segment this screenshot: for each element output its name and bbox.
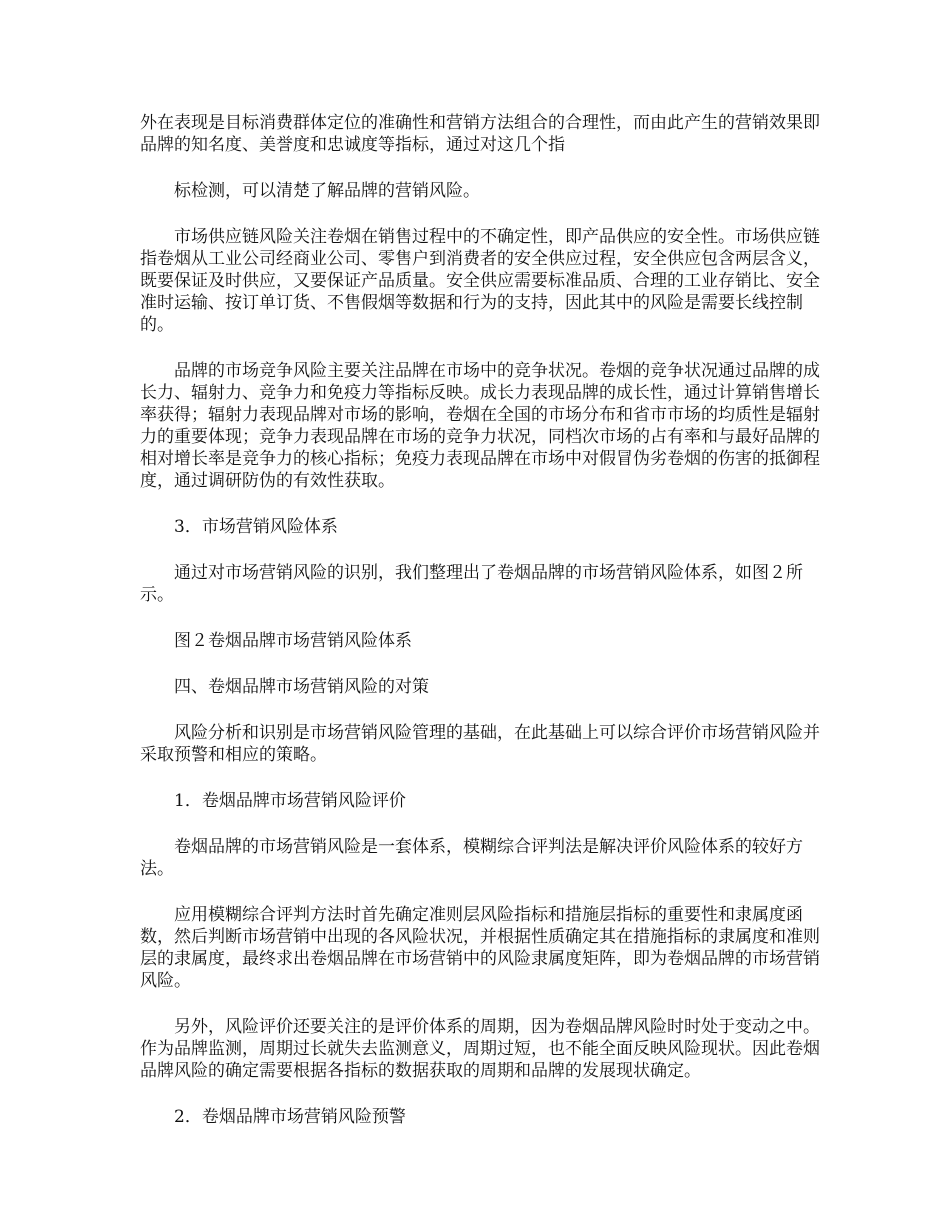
document-body xyxy=(140,112,820,1152)
section-heading-4: 四、卷烟品牌市场营销风险的对策 xyxy=(174,677,429,697)
paragraph-8: 应用模糊综合评判方法时首先确定准则层风险指标和措施层指标的重要性和隶属度函数，然后判断市场营销中出现的各风险状况，并根据性质确定其在措施指标的隶属度和准则层的隶属度，最终求出卷烟品牌在市场营销中的风险隶属度矩阵，即为卷烟品牌的市场营销风险。 xyxy=(140,905,820,991)
paragraph-2: 标检测，可以清楚了解品牌的营销风险。 xyxy=(174,181,480,201)
paragraph-4: 品牌的市场竞争风险主要关注品牌在市场中的竞争状况。卷烟的竞争状况通过品牌的成长力、辐射力、竞争力和免疫力等指标反映。成长力表现品牌的成长性，通过计算销售增长率获得；辐射力表现品牌对市场的影响，卷烟在全国的市场分布和省市市场的均质性是辐射力的重要体现；竞争力表现品牌在市场的竞争力状况，同档次市场的占有率和与最好品牌的相对增长率是竞争力的核心指标；免疫力表现品牌在市场中对假冒伪劣卷烟的伤害的抵御程度，通过调研防伪的有效性获取。 xyxy=(140,361,820,491)
subsection-heading-2: 2．卷烟品牌市场营销风险预警 xyxy=(174,1107,406,1127)
paragraph-1: 外在表现是目标消费群体定位的准确性和营销方法组合的合理性，而由此产生的营销效果即品牌的知名度、美誉度和忠诚度等指标，通过对这几个指 xyxy=(140,113,820,155)
paragraph-7: 卷烟品牌的市场营销风险是一套体系，模糊综合评判法是解决评价风险体系的较好方法。 xyxy=(140,837,803,879)
paragraph-9: 另外，风险评价还要关注的是评价体系的周期，因为卷烟品牌风险时时处于变动之中。作为品牌监测，周期过长就失去监测意义，周期过短，也不能全面反映风险现状。因此卷烟品牌风险的确定需要根据各指标的数据获取的周期和品牌的发展现状确定。 xyxy=(140,1017,820,1081)
section-heading-3: 3．市场营销风险体系 xyxy=(174,517,338,537)
subsection-heading-1: 1．卷烟品牌市场营销风险评价 xyxy=(174,791,406,811)
paragraph-5: 通过对市场营销风险的识别，我们整理出了卷烟品牌的市场营销风险体系，如图２所示。 xyxy=(140,563,803,605)
paragraph-6: 风险分析和识别是市场营销风险管理的基础，在此基础上可以综合评价市场营销风险并采取预警和相应的策略。 xyxy=(140,723,820,765)
figure-caption: 图２卷烟品牌市场营销风险体系 xyxy=(174,631,412,651)
paragraph-3: 市场供应链风险关注卷烟在销售过程中的不确定性，即产品供应的安全性。市场供应链指卷烟从工业公司经商业公司、零售户到消费者的安全供应过程，安全供应包含两层含义，既要保证及时供应，又要保证产品质量。安全供应需要标准品质、合理的工业存销比、安全准时运输、按订单订货、不售假烟等数据和行为的支持，因此其中的风险是需要长线控制的。 xyxy=(140,227,820,335)
